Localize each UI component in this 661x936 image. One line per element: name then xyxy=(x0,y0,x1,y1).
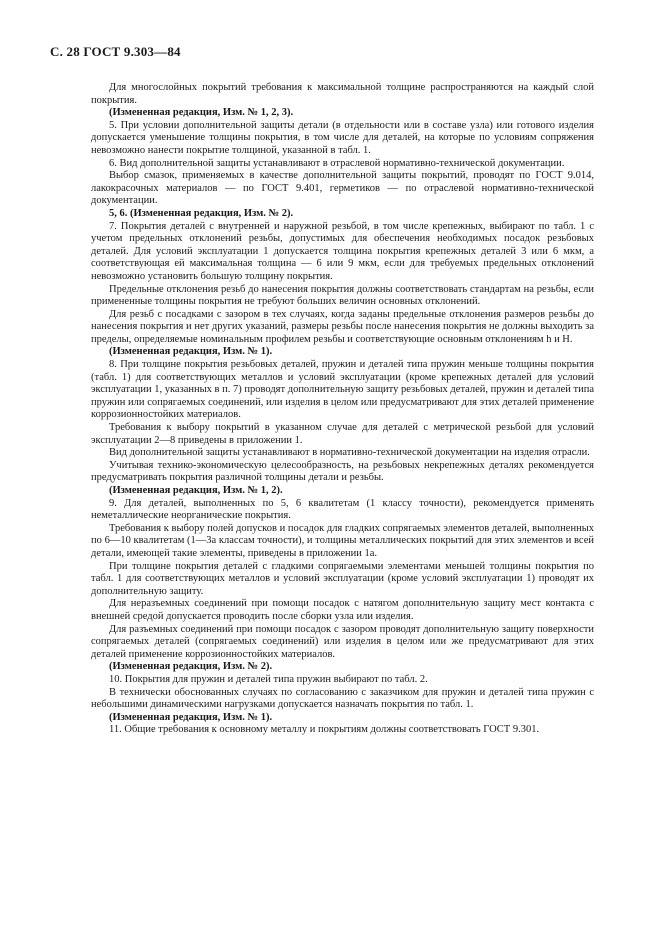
amendment-note: 5, 6. (Измененная редакция, Изм. № 2). xyxy=(109,207,294,219)
paragraph: Выбор смазок, применяемых в качестве дополнительной защиты покрытий, проводят по ГОСТ 9.014, лакокрасочных материалов — по ГОСТ 9.401, герметиков — по отраслевой нормативно-технической документации. xyxy=(91,170,594,207)
paragraph: Требования к выбору полей допусков и посадок для гладких сопрягаемых элементов деталей, выполненных по 6—10 квалитетам (1—3а классам точности), и толщины металлических покрытий для этих элементов и всей детали, имеющей такие элементы, приведены в приложении 1а. xyxy=(91,522,594,559)
paragraph: 7. Покрытия деталей с внутренней и наружной резьбой, в том числе крепежных, выбирают по табл. 1 с учетом предельных отклонений резьбы, допустимых для обеспечения необходимых посадок резьбовых деталей. Для условий эксплуатации 1 допускается толщина покрытия крепежных деталей 3 или 6 мкм, а соответствующая ей максимальная толщина — 6 или 9 мкм, если для требуемых предельных отклонений невозможно установить большую толщину покрытия. xyxy=(91,220,594,282)
document-body xyxy=(91,82,594,737)
paragraph: 8. При толщине покрытия резьбовых деталей, пружин и деталей типа пружин меньше толщины покрытия (табл. 1) для соответствующих металлов и условий эксплуатации (кроме крепежных деталей для условий эксплуатации 1, указанных в п. 7) проводят дополнительную защиту резьбовых деталей, пружин и деталей типа пружин или сопрягаемых соединений, или изделия в целом или предусматривают для этих деталей применение коррозионностойких материалов. xyxy=(91,359,594,421)
amendment-note: (Измененная редакция, Изм. № 2). xyxy=(109,661,273,673)
paragraph: В технически обоснованных случаях по согласованию с заказчиком для пружин и деталей типа пружин с небольшими динамическими нагрузками допускается назначать покрытия по табл. 1. xyxy=(91,686,594,711)
paragraph: Вид дополнительной защиты устанавливают в нормативно-технической документации на изделия отрасли. xyxy=(109,447,590,459)
amendment-note: (Измененная редакция, Изм. № 1, 2). xyxy=(109,485,283,496)
paragraph: Предельные отклонения резьб до нанесения покрытия должны соответствовать стандартам на резьбы, если примененные толщины покрытия не требуют больших величин основных отклонений. xyxy=(91,283,594,308)
paragraph: Для неразъемных соединений при помощи посадок с натягом дополнительную защиту мест контакта с внешней средой допускается проводить после сборки узла или изделия. xyxy=(91,598,594,622)
paragraph: 6. Вид дополнительной защиты устанавливают в отраслевой нормативно-технической документации. xyxy=(109,157,565,169)
amendment-note: (Измененная редакция, Изм. № 1). xyxy=(109,711,273,723)
paragraph: 9. Для деталей, выполненных по 5, 6 квалитетам (1 классу точности), рекомендуется применять неметаллические неорганические покрытия. xyxy=(91,497,594,522)
paragraph: 10. Покрытия для пружин и деталей типа пружин выбирают по табл. 2. xyxy=(109,673,428,685)
page-header: С. 28 ГОСТ 9.303—84 xyxy=(50,44,181,59)
paragraph: Учитывая технико-экономическую целесообразность, на резьбовых некрепежных деталях рекомендуется предусматривать покрытия различной толщины детали и резьбы. xyxy=(91,459,594,484)
paragraph: Для резьб с посадками с зазором в тех случаях, когда заданы предельные отклонения размеров резьбы до нанесения покрытия и нет других указаний, размеры резьбы после нанесения покрытия не должны выходить за пределы, определяемые номинальным профилем резьбы и соответствующие основным отклонениям h и H. xyxy=(91,308,594,345)
paragraph: Для многослойных покрытий требования к максимальной толщине распространяются на каждый слой покрытия. xyxy=(91,82,594,106)
amendment-note: (Измененная редакция, Изм. № 1). xyxy=(109,346,273,358)
paragraph: 11. Общие требования к основному металлу и покрытиям должны соответствовать ГОСТ 9.301. xyxy=(109,724,540,736)
amendment-note: (Измененная редакция, Изм. № 1, 2, 3). xyxy=(109,107,294,119)
paragraph: При толщине покрытия деталей с гладкими сопрягаемыми элементами меньшей толщины покрытия по табл. 1 для соответствующих металлов и условий эксплуатации (кроме условий эксплуатации 1) проводят их дополнительную защиту. xyxy=(91,560,594,597)
paragraph: Для разъемных соединений при помощи посадок с зазором проводят дополнительную защиту поверхности сопрягаемых деталей (сопрягаемых соединений) или изделия в целом или же предусматривают для этих деталей применение коррозионностойких материалов. xyxy=(91,623,594,660)
paragraph: 5. При условии дополнительной защиты детали (в отдельности или в составе узла) или готового изделия допускается уменьшение толщины покрытия, в том числе для деталей, на которые по условиям сопряжения невозможно нанести покрытие толщиной, указанной в табл. 1. xyxy=(91,119,594,156)
paragraph: Требования к выбору покрытий в указанном случае для деталей с метрической резьбой для условий эксплуатации 2—8 приведены в приложении 1. xyxy=(91,422,594,446)
